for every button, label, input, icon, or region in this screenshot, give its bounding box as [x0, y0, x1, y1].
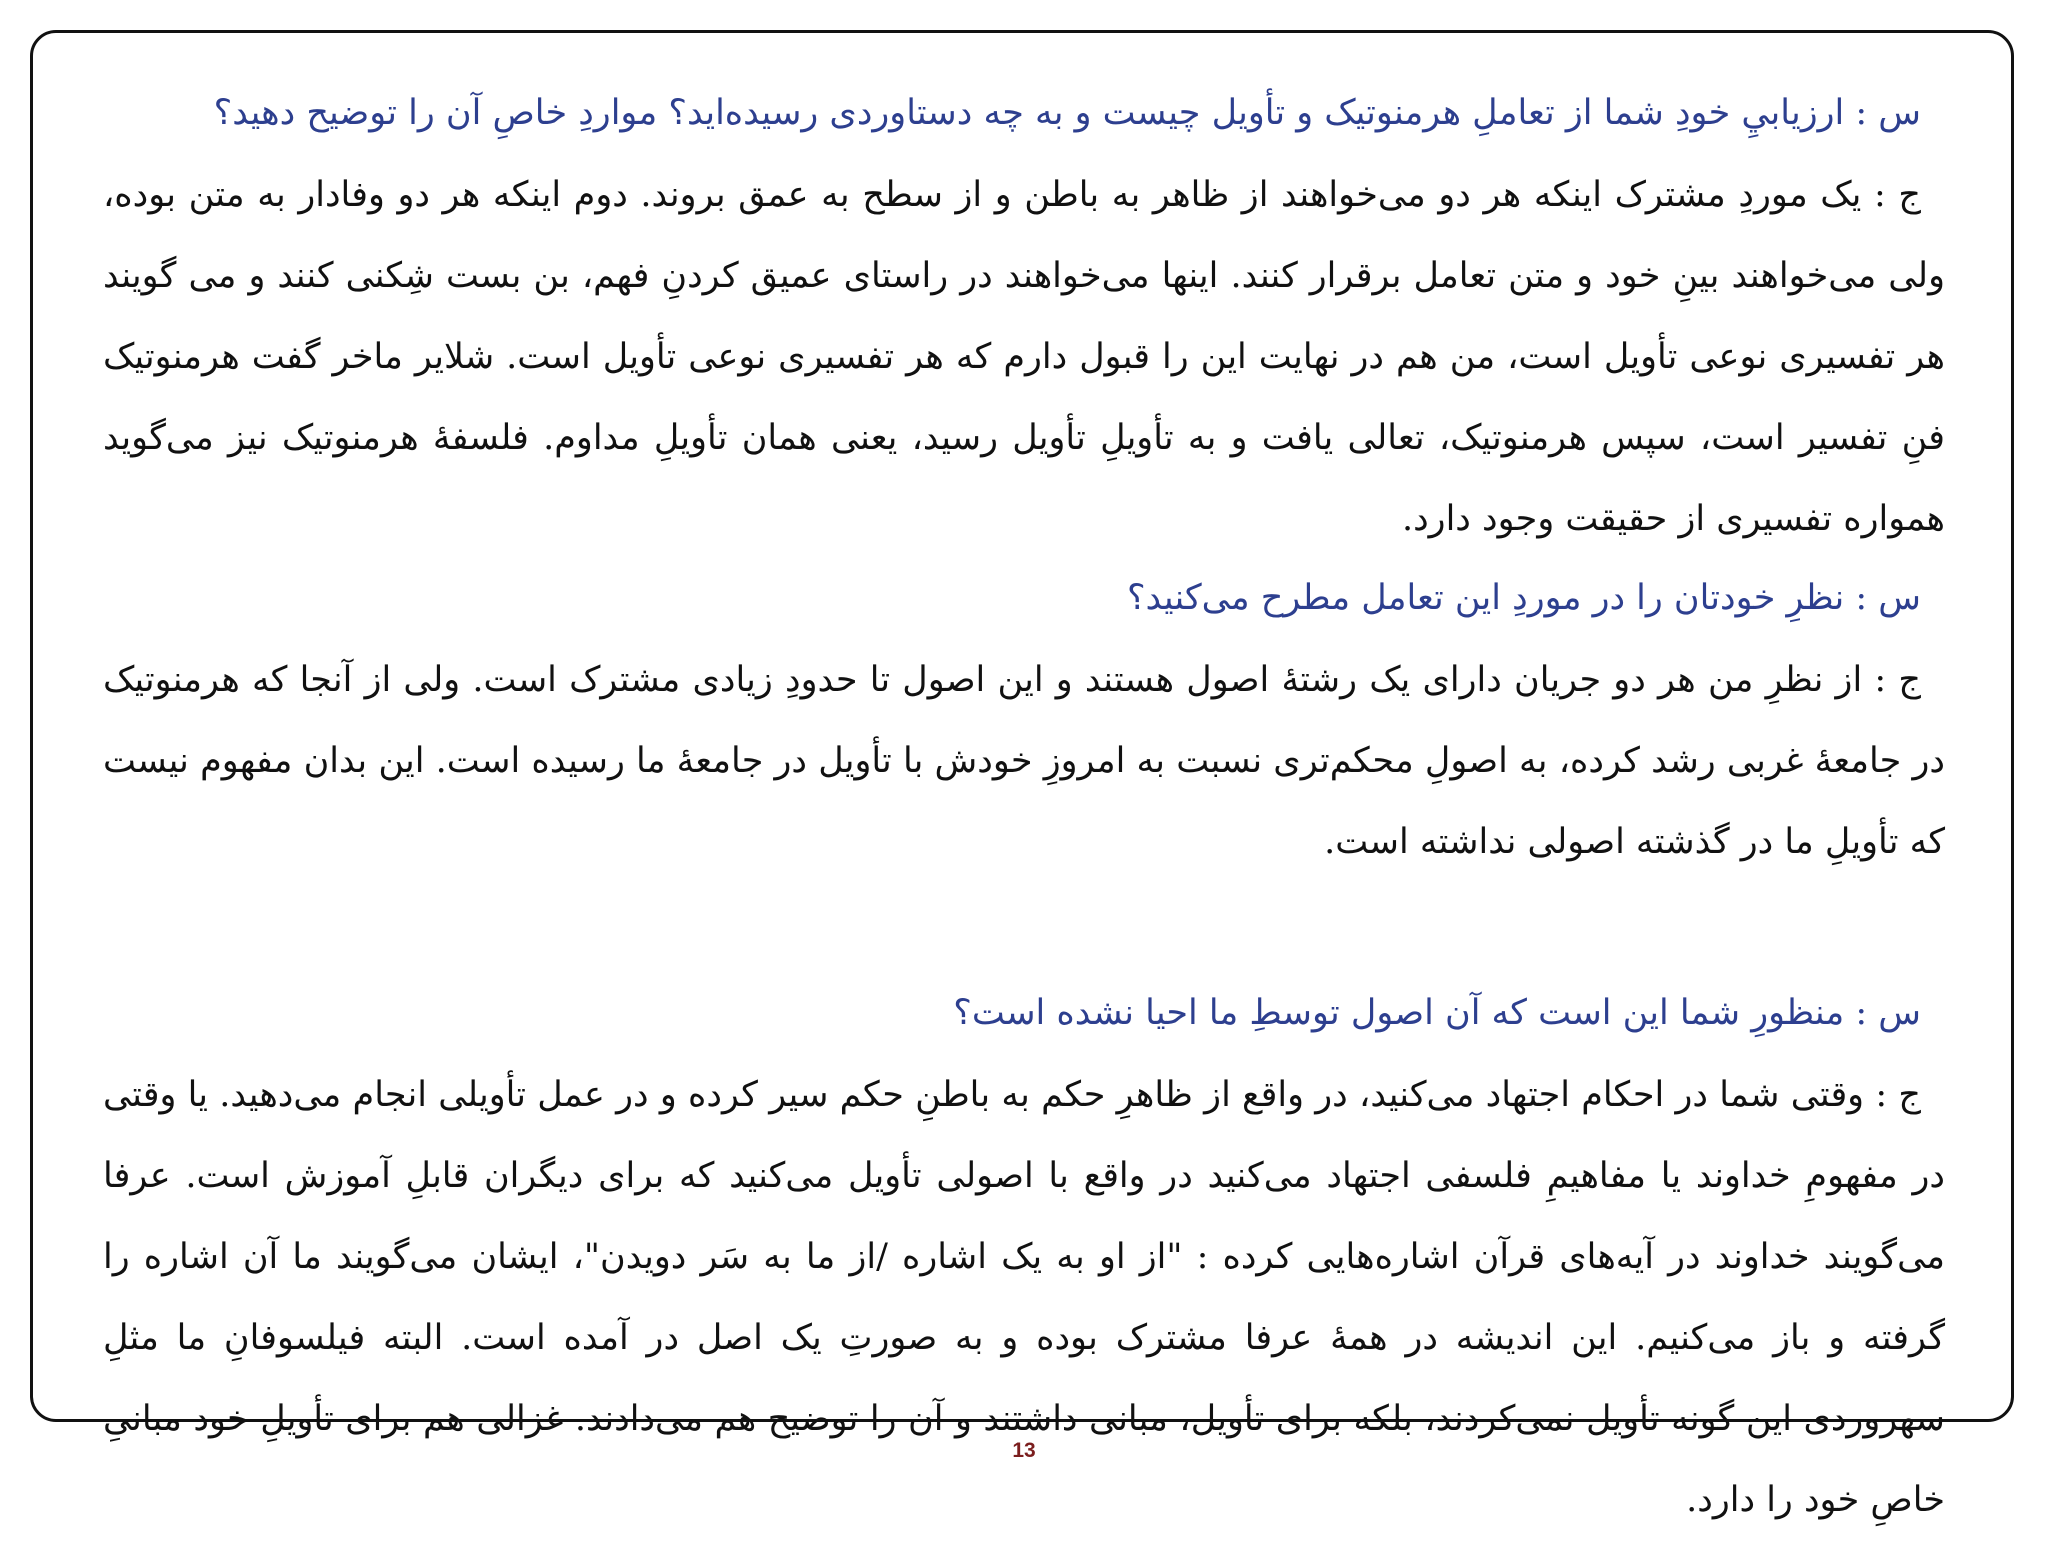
answer-3: ج : وقتی شما در احکام اجتهاد می‌کنيد، در واقع از ظاهرِ حکم به باطنِ حکم سير کرده و در عمل تأويلی انجام می‌دهيد. يا وقتی در مفهومِ خداوند يا مفاهيمِ فلسفی اجتهاد می‌کنيد در واقع با اصولی تأويل می‌کنيد که برای ديگران قابلِ آموزش است. عرفا می‌گويند خداوند در آيه‌های قرآن اشاره‌هايی کرده : "از او به يک اشاره /از ما به سَر دويدن"، ايشان می‌گويند ما آن اشاره را گرفته و باز می‌کنيم. اين انديشه در همهٔ عرفا مشترک بوده و به صورتِ يک اصل در آمده است. البته فيلسوفانِ ما مثلِ سهروردی اين گونه تأويل نمی‌کردند، بلکه برای تأويل، مبانی داشتند و آن را توضيح هم می‌دادند. غزالی هم برای تأويلِ خود مبانیِ خاصِ خود را دارد.	[103, 1075, 1945, 1520]
question-2: س : نظرِ خودتان را در موردِ اين تعامل مطرح می‌کنيد؟	[1126, 578, 1921, 618]
question-3: س : منظورِ شما اين است که آن اصول توسطِ ما احيا نشده است؟	[953, 993, 1921, 1033]
question-1: س : ارزيابيِ خودِ شما از تعاملِ هرمنوتيک و تأويل چيست و به چه دستاوردی رسيده‌ايد؟ مواردِ خاصِ آن را توضيح دهيد؟	[213, 93, 1921, 133]
page-number: 13	[1012, 1439, 1036, 1462]
interview-content	[103, 85, 1945, 1541]
answer-2: ج : از نظرِ من هر دو جريان دارای يک رشتهٔ اصول هستند و اين اصول تا حدودِ زيادی مشترک است. ولی از آنجا که هرمنوتيک در جامعهٔ غربی رشد کرده، به اصولِ محکم‌تری نسبت به امروزِ خودش با تأويل در جامعهٔ ما رسيده است. اين بدان مفهوم نيست که تأويلِ ما در گذشته اصولی نداشته است.	[103, 660, 1945, 862]
answer-1: ج : يک موردِ مشترک اينکه هر دو می‌خواهند از ظاهر به باطن و از سطح به عمق بروند. دوم اينکه هر دو وفادار به متن بوده، ولی می‌خواهند بينِ خود و متن تعامل برقرار کنند. اينها می‌خواهند در راستای عميق کردنِ فهم، بن بست شِکنی کنند و می گويند هر تفسيری نوعی تأويل است، من هم در نهايت اين را قبول دارم که هر تفسيری نوعی تأويل است. شلاير ماخر گفت هرمنوتيک فنِ تفسير است، سپس هرمنوتيک، تعالی يافت و به تأويلِ تأويل رسيد، يعنی همان تأويلِ مداوم. فلسفهٔ هرمنوتيک نيز می‌گويد همواره تفسيری از حقيقت وجود دارد.	[103, 175, 1945, 539]
